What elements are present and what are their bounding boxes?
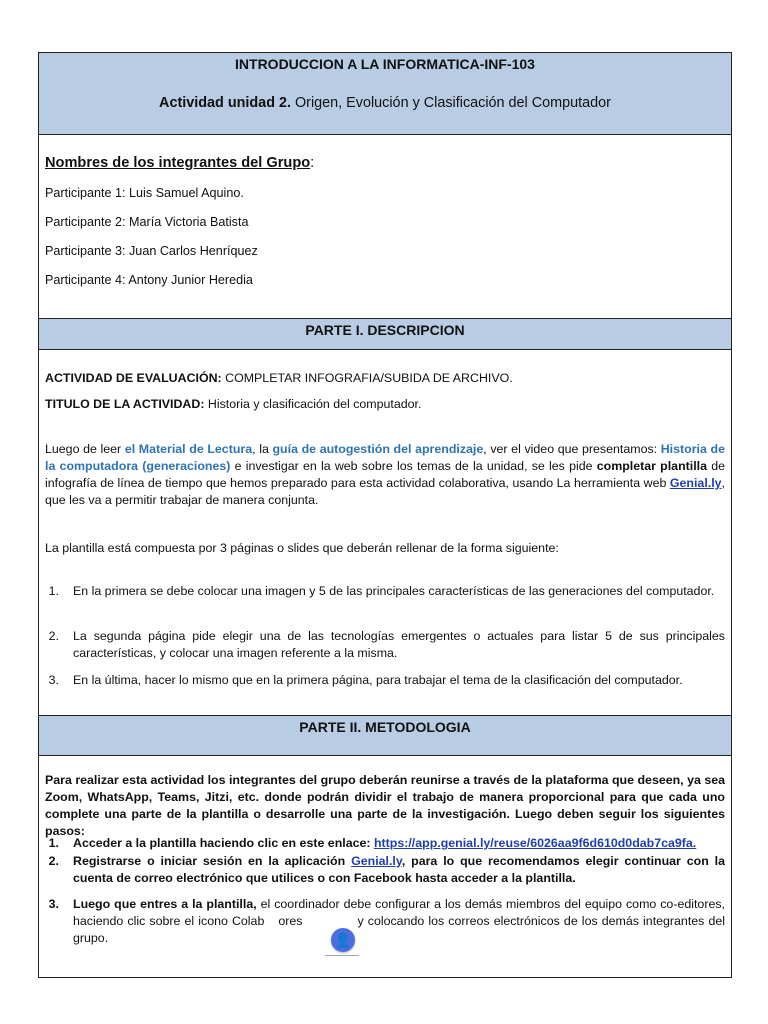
text: Luego de leer [45,442,125,456]
participant-name: Juan Carlos Henríquez [125,244,258,258]
text: de infografía de línea de tiempo que hemos preparado para esta actividad colaborativa, usando La herramienta web [45,459,725,490]
document-page [38,52,732,978]
group-title: Nombres de los integrantes del Grupo [45,155,311,171]
text: , ver el video que presentamos: [483,442,661,456]
reading-material-link[interactable]: el Material de Lectura [124,442,253,456]
step-text: ores [278,914,303,928]
list-number: 2. [48,629,59,643]
step-text: y colocando los correos electrónicos de los demás integrantes del grupo. [73,914,725,945]
history-video-link[interactable]: Historia de la computadora (generaciones) [45,442,725,473]
participant-2 [45,215,248,229]
participant-name: Antony Junior Heredia [125,273,253,287]
step-text: Registrarse o iniciar sesión en la aplicación [73,854,352,868]
list-text: En la primera se debe colocar una imagen y 5 de las principales características de las generaciones del computador. [73,584,715,598]
evaluation-line [45,370,513,387]
course-title: INTRODUCCION A LA INFORMATICA-INF-103 [235,56,535,72]
participant-3 [45,244,258,258]
self-study-guide-link[interactable]: guía de autogestión del aprendizaje [272,442,484,456]
text: e investigar en la web sobre los temas de la unidad, se les pide [230,459,597,473]
methodology-intro: Para realizar esta actividad los integrantes del grupo deberán reunirse a través de la plataforma que deseen, ya sea Zoom, WhatsApp, Teams, Jitzi, etc. donde podrán dividir el trabajo de manera proporcional para que cada uno complete una parte de la plantilla o desarrolle una parte de la investigación. Luego deben seguir los siguientes pasos: [45,773,725,838]
activity-title-value: Historia y clasificación del computador. [204,397,422,411]
genially-link[interactable]: Genial.ly [669,476,722,490]
step-emphasis: Luego que entres a la plantilla, [73,897,257,911]
activity-label: Actividad unidad 2. [159,95,291,111]
list-number: 2. [48,854,59,868]
header-band [39,53,731,135]
emphasis: completar plantilla [596,459,707,473]
participant-4 [45,273,253,287]
participant-name: María Victoria Batista [125,215,249,229]
activity-title [39,95,731,111]
step-text: Acceder a la plantilla haciendo clic en este enlace: [73,836,374,850]
part1-band [39,318,731,350]
group-colon: : [310,155,315,171]
participant-label: Participante 1: [45,186,126,200]
participant-label: Participante 2: [45,215,126,229]
participant-name: Luis Samuel Aquino. [125,186,244,200]
list-number: 3. [48,897,59,911]
part2-band [39,715,731,756]
step-text: el coordinador debe configurar a los demás miembros del equipo como co-editores, haciendo clic sobre el icono Colab [73,897,725,928]
participant-label: Participante 4: [45,273,126,287]
activity-title-line [45,396,421,413]
text: , que les va a permitir trabajar de manera conjunta. [45,476,725,507]
participant-1 [45,186,244,200]
template-list [39,583,725,693]
list-text: En la última, hacer lo mismo que en la primera página, para trabajar el tema de la clasificación del computador. [73,673,683,687]
group-heading [45,155,314,171]
icon-underline [325,955,359,956]
list-number: 3. [48,673,59,687]
list-number: 1. [48,584,59,598]
evaluation-value: COMPLETAR INFOGRAFIA/SUBIDA DE ARCHIVO. [221,371,513,385]
activity-title-label: TITULO DE LA ACTIVIDAD: [45,397,205,411]
activity-topic: Origen, Evolución y Clasificación del Computador [290,95,611,111]
steps-list [39,835,725,975]
collaborators-icon[interactable]: 👤 [331,928,355,952]
list-number: 1. [48,836,59,850]
part2-title: PARTE II. METODOLOGIA [299,719,471,735]
template-link[interactable]: https://app.genial.ly/reuse/6026aa9f6d610d0dab7ca9fa. [373,836,697,850]
step-text: , para lo que recomendamos elegir continuar con la cuenta de correo electrónico que utilices o con Facebook hasta acceder a la plantilla. [73,854,726,885]
text: , la [252,442,273,456]
evaluation-label: ACTIVIDAD DE EVALUACIÓN: [45,371,222,385]
description-paragraph [45,441,725,509]
genially-signup-link[interactable]: Genial.ly [351,854,402,868]
list-text: La segunda página pide elegir una de las tecnologías emergentes o actuales para listar 5 de sus principales características, y colocar una imagen referente a la misma. [73,629,725,660]
template-intro: La plantilla está compuesta por 3 páginas o slides que deberán rellenar de la forma siguiente: [45,541,559,555]
part1-title: PARTE I. DESCRIPCION [305,322,465,338]
participant-label: Participante 3: [45,244,126,258]
